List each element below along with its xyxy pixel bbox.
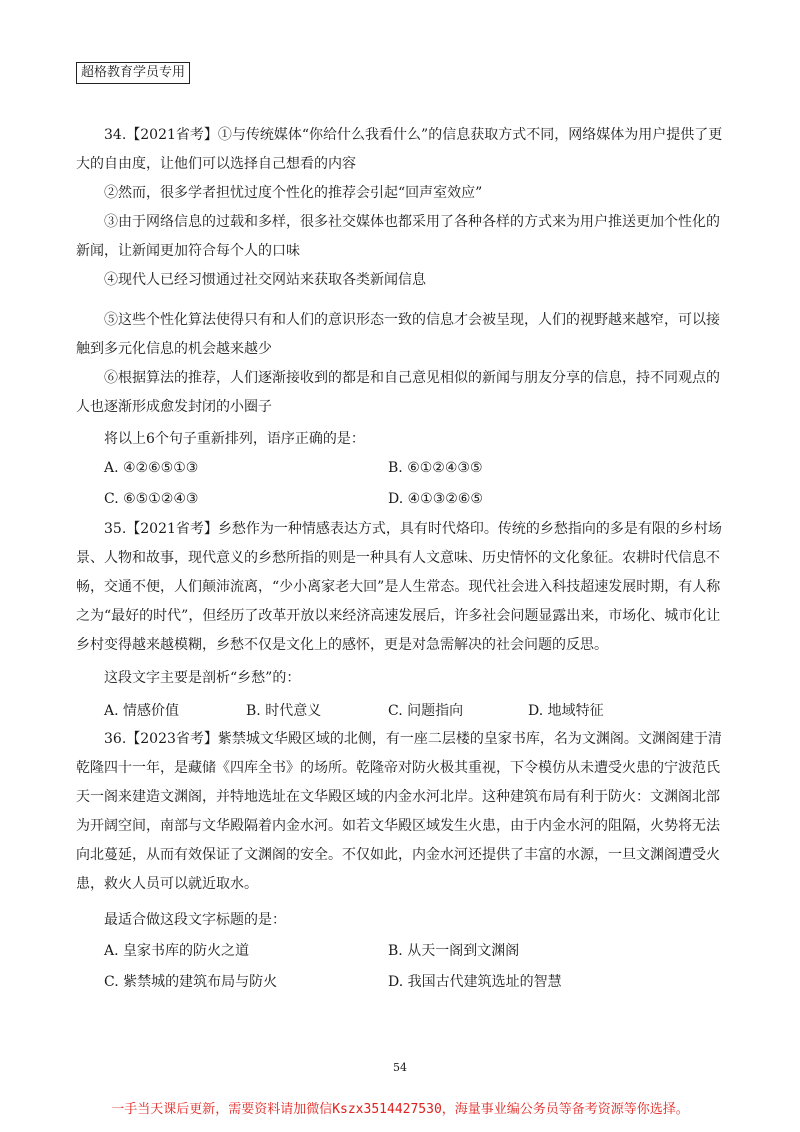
q36-passage: 36.【2023省考】紫禁城文华殿区域的北侧，有一座二层楼的皇家书库，名为文渊阁。文渊阁建于清乾隆四十一年，是藏储《四库全书》的场所。乾隆帝对防火极其重视，下令模仿从未遭受火患的宁波范氏天一阁来建造文渊阁，并特地选址在文华殿区域的内金水河北岸。这种建筑布局有利于防火：文渊阁北部为开阔空间，南部与文华殿隔着内金水河。如若文华殿区域发生火患，由于内金水河的阻隔，火势将无法向北蔓延，从而有效保证了文渊阁的安全。不仅如此，内金水河还提供了丰富的水源，一旦文渊阁遭受火患，救火人员可以就近取水。 — [76, 731, 722, 892]
q34-question: 将以上6个句子重新排列，语序正确的是： — [104, 431, 365, 447]
q34-sentence-4: ④现代人已经习惯通过社交网站来获取各类新闻信息 — [104, 272, 426, 288]
q35-passage: 35.【2021省考】乡愁作为一种情感表达方式，具有时代烙印。传统的乡愁指向的多是有限的乡村场景、人物和故事，现代意义的乡愁所指的则是一种具有人文意味、历史情怀的文化象征。农耕时代信息不畅，交通不便，人们颠沛流离，“少小离家老大回”是人生常态。现代社会进入科技超速发展时期，有人称之为“最好的时代”，但经历了改革开放以来经济高速发展后，许多社会问题显露出来，市场化、城市化让乡村变得越来越模糊，乡愁不仅是文化上的感怀，更是对急需解决的社会问题的反思。 — [76, 521, 722, 653]
page-number: 54 — [393, 1061, 407, 1074]
q36-option-d: D. 我国古代建筑选址的智慧 — [388, 974, 562, 990]
q34-sentence-3: ③由于网络信息的过载和多样，很多社交媒体也都采用了各种各样的方式来为用户推送更加个性化的新闻，让新闻更加符合每个人的口味 — [76, 214, 720, 259]
q34-sentence-6: ⑥根据算法的推荐，人们逐渐接收到的都是和自己意见相似的新闻与朋友分享的信息，持不同观点的人也逐渐形成愈发封闭的小圈子 — [76, 370, 720, 415]
q36-option-c: C. 紫禁城的建筑布局与防火 — [104, 974, 278, 990]
q36-option-b: B. 从天一阁到文渊阁 — [388, 943, 520, 959]
q34-sentence-1: 34.【2021省考】①与传统媒体“你给什么我看什么”的信息获取方式不同，网络媒体为用户提供了更大的自由度，让他们可以选择自己想看的内容 — [76, 127, 723, 172]
q35-option-a: A. 情感价值 — [104, 703, 180, 719]
q34-option-b: B. ⑥①②④③⑤ — [388, 460, 483, 476]
q34-sentence-5: ⑤这些个性化算法使得只有和人们的意识形态一致的信息才会被呈现，人们的视野越来越窄，可以接触到多元化信息的机会越来越少 — [76, 312, 720, 357]
q34-option-c: C. ⑥⑤①②④③ — [104, 491, 199, 507]
q36-question: 最适合做这段文字标题的是： — [104, 912, 286, 928]
q35-option-b: B. 时代意义 — [246, 703, 322, 719]
q36-option-a: A. 皇家书库的防火之道 — [104, 943, 250, 959]
footer-banner: 一手当天课后更新，需要资料请加微信Kszx3514427530，海量事业编公务员等备考资源等你选择。 — [111, 1102, 689, 1117]
q35-question: 这段文字主要是剖析“乡愁”的： — [104, 670, 301, 686]
q34-option-a: A. ④②⑥⑤①③ — [104, 460, 199, 476]
q34-sentence-2: ②然而，很多学者担忧过度个性化的推荐会引起“回声室效应” — [104, 185, 483, 201]
q35-option-d: D. 地域特征 — [528, 703, 604, 719]
header-label: 超格教育学员专用 — [76, 62, 190, 84]
q35-option-c: C. 问题指向 — [388, 703, 464, 719]
q34-option-d: D. ④①③②⑥⑤ — [388, 491, 483, 507]
